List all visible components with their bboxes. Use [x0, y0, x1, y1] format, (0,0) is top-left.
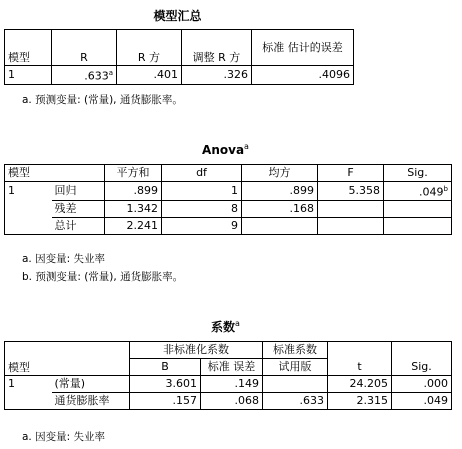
cell-df: 8: [162, 200, 242, 217]
cell-model-num: 1: [5, 182, 52, 201]
header-f: F: [318, 165, 384, 182]
cell-std-error: .4096: [252, 66, 354, 85]
model-summary-table: [4, 29, 354, 85]
cell-sig: .049$^b$: [384, 182, 452, 201]
model-summary-title: 模型汇总: [153, 9, 202, 23]
anova-footnote-b: b. 预测变量: (常量), 通货膨胀率。: [22, 271, 184, 283]
header-blank: [52, 165, 105, 182]
header-beta: 试用版: [263, 359, 328, 376]
row-label-residual: 残差: [52, 200, 105, 217]
cell-sig: [384, 217, 452, 234]
cell-beta: .633: [263, 393, 328, 410]
cell-df: 9: [162, 217, 242, 234]
cell-se: .068: [201, 393, 263, 410]
model-summary-footnote: a. 预测变量: (常量), 通货膨胀率。: [22, 94, 183, 106]
row-label-regression: 回归: [52, 182, 105, 201]
header-unstandardized: 非标准化系数: [130, 342, 263, 359]
header-standardized: 标准系数: [263, 342, 328, 359]
header-r: R: [52, 30, 117, 66]
coefficients-table: [4, 341, 452, 410]
header-blank: [392, 342, 452, 359]
header-std-error: 标准 估计的误差: [252, 30, 354, 66]
header-std-error: 标准 误差: [201, 359, 263, 376]
cell-f: 5.358: [318, 182, 384, 201]
cell-f: [318, 200, 384, 217]
cell-sig: [384, 200, 452, 217]
header-t: t: [328, 359, 392, 376]
header-mean-square: 均方: [242, 165, 318, 182]
header-blank: [328, 342, 392, 359]
header-df: df: [162, 165, 242, 182]
cell-f: [318, 217, 384, 234]
header-sig: Sig.: [384, 165, 452, 182]
anova-title: Anova$^a$: [202, 142, 249, 157]
row-label-inflation: 通货膨胀率: [52, 393, 130, 410]
cell-ms: [242, 217, 318, 234]
anova-footnote-a: a. 因变量: 失业率: [22, 253, 105, 265]
header-adjusted-r-square: 调整 R 方: [182, 30, 252, 66]
header-sig: Sig.: [392, 359, 452, 376]
cell-b: 3.601: [130, 376, 201, 393]
header-blank: [5, 342, 52, 359]
cell-se: .149: [201, 376, 263, 393]
coefficients-title: 系数$^a$: [211, 319, 240, 334]
cell-ss: 2.241: [105, 217, 162, 234]
coefficients-footnote: a. 因变量: 失业率: [22, 431, 105, 443]
header-b: B: [130, 359, 201, 376]
cell-r-square: .401: [117, 66, 182, 85]
cell-t: 24.205: [328, 376, 392, 393]
header-blank: [52, 359, 130, 376]
header-blank: [52, 342, 130, 359]
cell-sig: .049: [392, 393, 452, 410]
header-r-square: R 方: [117, 30, 182, 66]
cell-ms: .168: [242, 200, 318, 217]
cell-sig: .000: [392, 376, 452, 393]
cell-ms: .899: [242, 182, 318, 201]
cell-ss: .899: [105, 182, 162, 201]
anova-table: [4, 164, 452, 235]
row-label-constant: (常量): [52, 376, 130, 393]
cell-adjusted-r-square: .326: [182, 66, 252, 85]
header-model: 模型: [5, 359, 52, 376]
cell-b: .157: [130, 393, 201, 410]
cell-ss: 1.342: [105, 200, 162, 217]
cell-model-num: 1: [5, 376, 52, 393]
header-model: 模型: [5, 165, 52, 182]
cell-t: 2.315: [328, 393, 392, 410]
cell-model: 1: [5, 66, 52, 85]
cell-model-blank: [5, 200, 52, 217]
header-sum-of-squares: 平方和: [105, 165, 162, 182]
cell-model-blank: [5, 217, 52, 234]
cell-beta: [263, 376, 328, 393]
cell-df: 1: [162, 182, 242, 201]
cell-r: .633$^a$: [52, 66, 117, 85]
row-label-total: 总计: [52, 217, 105, 234]
header-model: 模型: [5, 30, 52, 66]
cell-model-blank: [5, 393, 52, 410]
